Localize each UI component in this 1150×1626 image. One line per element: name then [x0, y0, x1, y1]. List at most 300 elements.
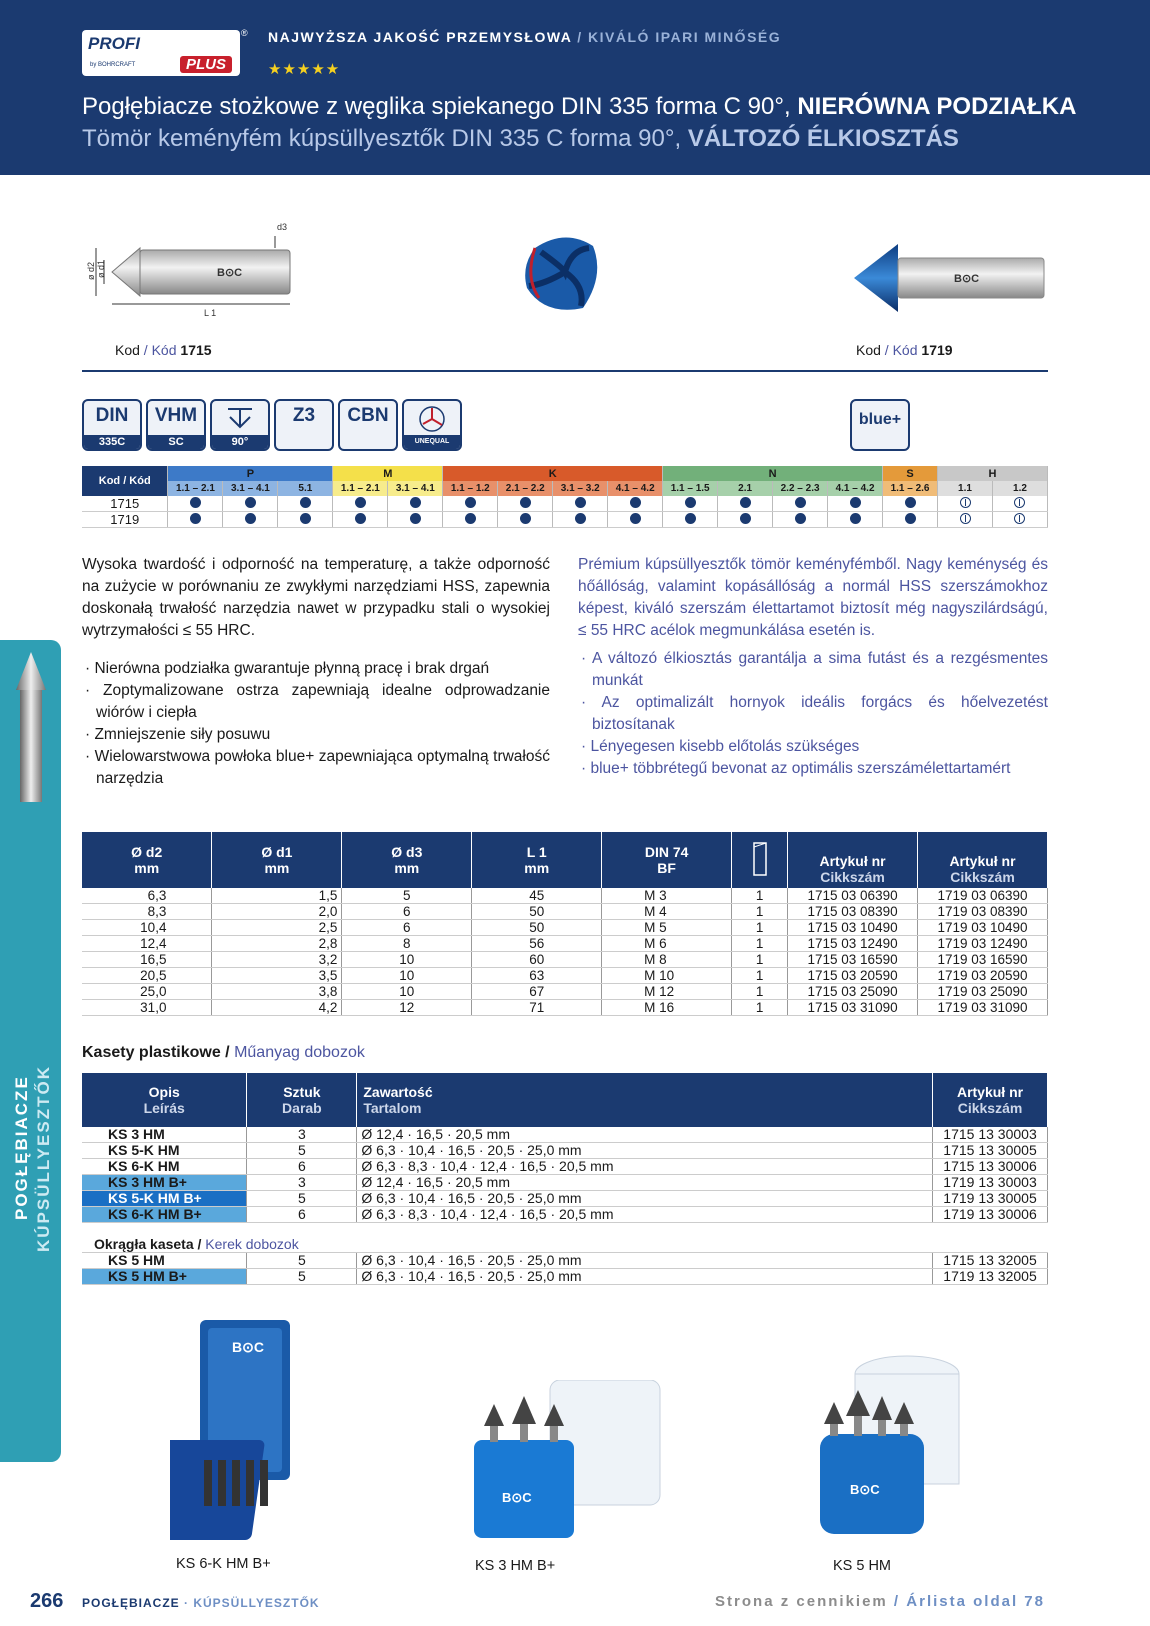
col-l1	[472, 832, 602, 888]
suitable-dot	[630, 513, 641, 524]
suitable-dot	[850, 497, 861, 508]
tagline-hu: KIVÁLÓ IPARI MINŐSÉG	[588, 29, 782, 45]
tagline-sep: /	[571, 29, 589, 45]
suitable-dot	[465, 513, 476, 524]
list-cell: KS 3 HM	[82, 1127, 247, 1143]
group-s: S	[883, 466, 938, 481]
bullet-pl: · Zoptymalizowane ostrza zapewniają idealne odprowadzanie wiórów i ciepła	[85, 682, 550, 721]
col-sztuk-b: Darab	[282, 1100, 322, 1116]
conditional-icon	[1014, 513, 1025, 524]
table-cell: 1715 03 10490	[788, 920, 918, 936]
group-p: P	[168, 466, 333, 481]
col-din74-b: BF	[657, 860, 676, 876]
badge-blue-top: blue+	[858, 411, 902, 428]
suitable-dot	[850, 513, 861, 524]
table-cell: 71	[472, 1000, 602, 1016]
col-l1-a: L 1	[526, 844, 547, 860]
col-artykul-a: Artykuł nr	[956, 1084, 1024, 1100]
table-cell: 1	[732, 920, 788, 936]
sub-h1: 1.1	[938, 481, 993, 496]
col-l1-b: mm	[524, 860, 550, 876]
table-cell: 1719 03 08390	[918, 904, 1048, 920]
table-cell: 1	[732, 1000, 788, 1016]
table-cell: 1	[732, 936, 788, 952]
col-opis-b: Leírás	[143, 1100, 185, 1116]
col-artykul-b: Cikkszám	[957, 1100, 1023, 1116]
col-art1719-a: Artykuł nr	[949, 852, 1016, 869]
caption-ks-5: KS 5 HM	[833, 1558, 892, 1574]
sub-k3: 3.1 – 3.2	[553, 481, 608, 496]
profi-plus-logo	[82, 30, 240, 76]
table-cell: 1	[732, 888, 788, 904]
table-cell: 10,4	[82, 920, 212, 936]
tagline	[268, 29, 781, 45]
table-cell: 8,3	[82, 904, 212, 920]
suitable-dot	[190, 497, 201, 508]
table-cell: 1715 03 25090	[788, 984, 918, 1000]
title-pl-bold: NIERÓWNA PODZIAŁKA	[797, 93, 1077, 120]
table-cell: 50	[472, 904, 602, 920]
suitable-dot	[685, 497, 696, 508]
list-cell: Ø 12,4 · 16,5 · 20,5 mm	[357, 1175, 933, 1191]
sub-m1: 1.1 – 2.1	[333, 481, 388, 496]
dim-d1: ø d1	[96, 259, 106, 278]
description-pl	[82, 554, 550, 790]
suitable-dot	[795, 513, 806, 524]
table-cell: 8	[342, 936, 472, 952]
sub-k2: 2.1 – 2.2	[498, 481, 553, 496]
col-sztuk-a: Sztuk	[283, 1084, 321, 1100]
suitable-dot	[465, 497, 476, 508]
intro-pl: Wysoka twardość i odporność na temperaturę, a także odporność na zużycie w porównaniu ze zwykłymi narzędziami HSS, zapewnia doskonałą trwałość narzędzia nawet w przypadku stali o wysokiej wytrzymałości ≤ 55 HRC.	[82, 556, 550, 639]
suitable-dot	[410, 497, 421, 508]
list-item	[82, 1191, 1048, 1207]
suitable-dot	[190, 513, 201, 524]
round-title-hu: Kerek dobozok	[205, 1236, 299, 1252]
col-d3-a: Ø d3	[391, 844, 423, 860]
table-cell: 2,5	[212, 920, 342, 936]
table-cell: 67	[472, 984, 602, 1000]
bullet-pl: · Nierówna podziałka gwarantuje płynną pracę i brak drgań	[85, 660, 490, 677]
list-cell: KS 5-K HM B+	[82, 1191, 247, 1207]
countersink-angle-icon	[224, 405, 256, 431]
dim-d2: ø d2	[86, 261, 96, 280]
table-cell: 12	[342, 1000, 472, 1016]
badge-din	[82, 399, 142, 451]
table-cell: 3,5	[212, 968, 342, 984]
table-cell: 25,0	[82, 984, 212, 1000]
sub-s1: 1.1 – 2.6	[883, 481, 938, 496]
col-zawartosc-a: Zawartość	[363, 1084, 433, 1100]
tool-dimension-drawing	[82, 222, 312, 322]
list-item	[82, 1143, 1048, 1159]
table-row	[82, 952, 1048, 968]
blue-tool-brand: B⊙C	[954, 273, 980, 285]
table-cell: 1715 03 12490	[788, 936, 918, 952]
table-row	[82, 904, 1048, 920]
list-cell: Ø 6,3 · 8,3 · 10,4 · 12,4 · 16,5 · 20,5 mm	[357, 1207, 933, 1223]
table-cell: 1715 03 08390	[788, 904, 918, 920]
side-label-pl: POGŁĘBIACZE	[12, 1075, 31, 1220]
list-item	[82, 1159, 1048, 1175]
table-row	[82, 936, 1048, 952]
list-cell: Ø 6,3 · 10,4 · 16,5 · 20,5 · 25,0 mm	[357, 1191, 933, 1207]
badge-cbn	[338, 399, 398, 451]
col-art1715-a: Artykuł nr	[819, 852, 886, 869]
title-pl	[82, 93, 1076, 121]
badge-blue-plus	[850, 399, 910, 451]
material-table	[82, 466, 1048, 528]
page-number: 266	[30, 1590, 64, 1612]
col-d3-b: mm	[394, 860, 420, 876]
list-cell: 1715 13 30003	[933, 1127, 1048, 1143]
footer-section	[82, 1596, 320, 1610]
registered-icon: ®	[241, 28, 248, 38]
list-cell: Ø 12,4 · 16,5 · 20,5 mm	[357, 1127, 933, 1143]
sub-n3: 2.2 – 2.3	[773, 481, 828, 496]
col-art1715	[788, 832, 918, 888]
title-hu	[82, 125, 959, 153]
suitable-dot	[410, 513, 421, 524]
group-k: K	[443, 466, 663, 481]
material-row-code: 1715	[82, 496, 168, 512]
sub-p2: 3.1 – 4.1	[223, 481, 278, 496]
ks-3-case-image	[470, 1380, 670, 1550]
suitable-dot	[795, 497, 806, 508]
list-cell: 6	[247, 1159, 357, 1175]
description-hu	[578, 554, 1048, 780]
badge-unequal	[402, 399, 462, 451]
badge-din-bot: 335C	[84, 435, 140, 449]
badge-angle	[210, 399, 270, 451]
list-cell: 1715 13 32005	[933, 1253, 1048, 1269]
code-value: 1719	[921, 342, 953, 358]
suitable-dot	[300, 497, 311, 508]
table-cell: 1	[732, 904, 788, 920]
material-row-code: 1719	[82, 512, 168, 528]
col-artykul	[933, 1073, 1048, 1127]
table-cell: 1715 03 06390	[788, 888, 918, 904]
round-title-sep: /	[193, 1236, 206, 1252]
tool-blue-image	[850, 238, 1048, 318]
suitable-dot	[740, 513, 751, 524]
badge-din-top: DIN	[95, 405, 129, 426]
code-sep: /	[880, 342, 893, 358]
suitable-dot	[905, 497, 916, 508]
code-value: 1715	[180, 342, 212, 358]
suitable-dot	[300, 513, 311, 524]
bullet-pl: · Zmniejszenie siły posuwu	[85, 726, 271, 743]
cases-title-pl: Kasety plastikowe	[82, 1044, 221, 1061]
col-art1715-b: Cikkszám	[820, 868, 885, 885]
list-cell: 5	[247, 1253, 357, 1269]
group-m: M	[333, 466, 443, 481]
table-cell: 1715 03 31090	[788, 1000, 918, 1016]
footer-ref-pl: Strona z cennikiem	[715, 1593, 888, 1610]
cases-title	[82, 1044, 365, 1062]
table-cell: 1719 03 20590	[918, 968, 1048, 984]
badge-cbn-top: CBN	[347, 405, 389, 426]
col-pack	[732, 832, 788, 888]
table-row	[82, 984, 1048, 1000]
table-cell: 5	[342, 888, 472, 904]
table-cell: 2,0	[212, 904, 342, 920]
case-brand: B⊙C	[502, 1490, 532, 1505]
table-row	[82, 888, 1048, 904]
suitable-dot	[575, 513, 586, 524]
badge-angle-bot: 90°	[212, 435, 268, 449]
col-d3	[342, 832, 472, 888]
col-zawartosc	[357, 1073, 933, 1127]
table-cell: 12,4	[82, 936, 212, 952]
footer-ref-hu: Árlista oldal 78	[906, 1593, 1045, 1610]
footer-ref-sep: /	[887, 1593, 907, 1610]
unequal-pitch-icon	[418, 405, 446, 433]
suitable-dot	[355, 497, 366, 508]
list-cell: KS 5 HM B+	[82, 1269, 247, 1285]
suitable-dot	[520, 497, 531, 508]
col-d2-a: Ø d2	[131, 844, 163, 860]
table-cell: M 16	[602, 1000, 732, 1016]
list-item	[82, 1127, 1048, 1143]
table-cell: 56	[472, 936, 602, 952]
rating-stars: ★★★★★	[268, 61, 341, 78]
table-cell: M 4	[602, 904, 732, 920]
table-cell: 1715 03 16590	[788, 952, 918, 968]
col-din74-a: DIN 74	[644, 844, 689, 860]
ks-5-round-case-image	[812, 1350, 962, 1550]
code-label-pl: Kod	[856, 342, 881, 358]
ks-6k-case-image	[170, 1320, 310, 1550]
logo-by: by BOHRCRAFT	[90, 62, 136, 68]
table-cell: 1	[732, 952, 788, 968]
table-cell: 50	[472, 920, 602, 936]
code-label-1719	[856, 342, 953, 358]
badge-z3-top: Z3	[292, 405, 316, 426]
table-cell: 10	[342, 968, 472, 984]
table-row	[82, 968, 1048, 984]
table-cell: 1715 03 20590	[788, 968, 918, 984]
table-cell: M 3	[602, 888, 732, 904]
badge-vhm-top: VHM	[154, 405, 198, 426]
list-item	[82, 1207, 1048, 1223]
table-cell: 1719 03 10490	[918, 920, 1048, 936]
badge-vhm	[146, 399, 206, 451]
list-cell: 1715 13 30006	[933, 1159, 1048, 1175]
sub-n4: 4.1 – 4.2	[828, 481, 883, 496]
product-table	[82, 832, 1048, 1016]
conditional-icon	[960, 497, 971, 508]
col-d1	[212, 832, 342, 888]
dim-d3: d3	[277, 222, 288, 232]
suitable-dot	[685, 513, 696, 524]
sub-n2: 2.1	[718, 481, 773, 496]
list-cell: 5	[247, 1143, 357, 1159]
badge-unequal-bot: UNEQUAL	[404, 435, 460, 449]
table-cell: M 10	[602, 968, 732, 984]
table-cell: M 12	[602, 984, 732, 1000]
case-brand: B⊙C	[850, 1482, 880, 1497]
list-item	[82, 1253, 1048, 1269]
list-cell: 1719 13 30003	[933, 1175, 1048, 1191]
code-sep: /	[139, 342, 152, 358]
table-cell: 3,8	[212, 984, 342, 1000]
table-cell: M 6	[602, 936, 732, 952]
conditional-icon	[960, 513, 971, 524]
list-cell: 1719 13 32005	[933, 1269, 1048, 1285]
material-code-header: Kod / Kód	[82, 466, 168, 496]
table-cell: 6	[342, 904, 472, 920]
list-cell: KS 6-K HM B+	[82, 1207, 247, 1223]
divider	[82, 370, 1048, 372]
list-cell: KS 5 HM	[82, 1253, 247, 1269]
list-cell: Ø 6,3 · 10,4 · 16,5 · 20,5 · 25,0 mm	[357, 1143, 933, 1159]
package-icon	[751, 839, 769, 879]
sub-h2: 1.2	[992, 481, 1047, 496]
sub-k1: 1.1 – 1.2	[443, 481, 498, 496]
table-row	[82, 920, 1048, 936]
logo-profi: PROFI	[88, 34, 140, 53]
cases-title-sep: /	[220, 1044, 235, 1061]
col-art1719-b: Cikkszám	[950, 868, 1015, 885]
code-label-1715	[115, 342, 212, 358]
sub-n1: 1.1 – 1.5	[663, 481, 718, 496]
drawing-brand: B⊙C	[217, 267, 243, 279]
col-d1-a: Ø d1	[261, 844, 293, 860]
table-cell: 6,3	[82, 888, 212, 904]
list-item	[82, 1175, 1048, 1191]
caption-ks-3: KS 3 HM B+	[475, 1558, 556, 1574]
sub-k4: 4.1 – 4.2	[608, 481, 663, 496]
table-cell: 63	[472, 968, 602, 984]
title-hu-bold: VÁLTOZÓ ÉLKIOSZTÁS	[687, 125, 959, 152]
side-label-hu: KÚPSÜLLYESZTŐK	[34, 1064, 53, 1252]
bullet-hu: · Az optimalizált hornyok ideális forgács és hőelvezetést biztosítanak	[581, 694, 1048, 733]
suitable-dot	[245, 497, 256, 508]
table-cell: 6	[342, 920, 472, 936]
footer-sec-hu: KÚPSÜLLYESZTŐK	[193, 1596, 320, 1610]
bullet-hu: · blue+ többrétegű bevonat az optimális szerszámélettartamért	[581, 760, 1011, 777]
list-cell: KS 5-K HM	[82, 1143, 247, 1159]
table-cell: 4,2	[212, 1000, 342, 1016]
list-cell: KS 3 HM B+	[82, 1175, 247, 1191]
table-row	[82, 1000, 1048, 1016]
suitable-dot	[575, 497, 586, 508]
table-cell: 2,8	[212, 936, 342, 952]
list-cell: 3	[247, 1127, 357, 1143]
badge-z3	[274, 399, 334, 451]
table-cell: 16,5	[82, 952, 212, 968]
table-cell: 60	[472, 952, 602, 968]
table-cell: 1,5	[212, 888, 342, 904]
list-cell: Ø 6,3 · 8,3 · 10,4 · 12,4 · 16,5 · 20,5 mm	[357, 1159, 933, 1175]
code-label-hu: Kód	[151, 342, 177, 358]
table-cell: 1	[732, 984, 788, 1000]
suitable-dot	[355, 513, 366, 524]
material-row-1715	[82, 496, 1048, 512]
cases-title-hu: Műanyag dobozok	[234, 1044, 365, 1061]
footer-sec-sep: ·	[179, 1596, 194, 1610]
sub-p1: 1.1 – 2.1	[168, 481, 223, 496]
countersink-side-image	[12, 650, 50, 805]
bullet-pl: · Wielowarstwowa powłoka blue+ zapewniająca optymalną trwałość narzędzia	[85, 748, 550, 787]
tagline-pl: NAJWYŻSZA JAKOŚĆ PRZEMYSŁOWA	[268, 29, 572, 45]
col-d2	[82, 832, 212, 888]
list-cell: 5	[247, 1191, 357, 1207]
list-cell: 1719 13 30006	[933, 1207, 1048, 1223]
list-cell: 1715 13 30005	[933, 1143, 1048, 1159]
list-cell: 6	[247, 1207, 357, 1223]
code-label-pl: Kod	[115, 342, 140, 358]
code-label-hu: Kód	[892, 342, 918, 358]
group-h: H	[938, 466, 1048, 481]
table-cell: 1719 03 25090	[918, 984, 1048, 1000]
list-cell: 1719 13 30005	[933, 1191, 1048, 1207]
table-cell: 1719 03 12490	[918, 936, 1048, 952]
table-cell: 10	[342, 984, 472, 1000]
table-cell: 1719 03 06390	[918, 888, 1048, 904]
table-cell: 20,5	[82, 968, 212, 984]
col-zawartosc-b: Tartalom	[363, 1100, 422, 1116]
list-cell: 5	[247, 1269, 357, 1285]
round-cases-title	[82, 1223, 1048, 1253]
suitable-dot	[630, 497, 641, 508]
list-cell: Ø 6,3 · 10,4 · 16,5 · 20,5 · 25,0 mm	[357, 1269, 933, 1285]
table-cell: 10	[342, 952, 472, 968]
intro-hu: Prémium kúpsüllyesztők tömör keményfémből. Nagy keménység és hőállóság, valamint kopásállóság a normál HSS szerszámokhoz képest, kiváló szerszám élettartamot biztosít még nagyszilárdságú, ≤ 55 HRC acélok megmunkálása esetén is.	[578, 556, 1048, 639]
cases-table	[82, 1073, 1048, 1285]
list-cell: KS 6-K HM	[82, 1159, 247, 1175]
col-sztuk	[247, 1073, 357, 1127]
list-cell: Ø 6,3 · 10,4 · 16,5 · 20,5 · 25,0 mm	[357, 1253, 933, 1269]
group-n: N	[663, 466, 883, 481]
col-d1-b: mm	[264, 860, 290, 876]
suitable-dot	[740, 497, 751, 508]
dim-l1: L 1	[204, 308, 217, 318]
sub-m2: 3.1 – 4.1	[388, 481, 443, 496]
table-cell: 1719 03 31090	[918, 1000, 1048, 1016]
list-cell: 3	[247, 1175, 357, 1191]
table-cell: 31,0	[82, 1000, 212, 1016]
table-cell: 1719 03 16590	[918, 952, 1048, 968]
badge-vhm-bot: SC	[148, 435, 204, 449]
suitable-dot	[905, 513, 916, 524]
table-cell: M 5	[602, 920, 732, 936]
footer-sec-pl: POGŁĘBIACZE	[82, 1596, 180, 1610]
list-item	[82, 1269, 1048, 1285]
conditional-icon	[1014, 497, 1025, 508]
sub-p3: 5.1	[278, 481, 333, 496]
material-row-1719	[82, 512, 1048, 528]
col-d2-b: mm	[134, 860, 160, 876]
bullet-hu: · A változó élkiosztás garantálja a sima futást és a rezgésmentes munkát	[581, 650, 1048, 689]
col-opis-a: Opis	[148, 1084, 180, 1100]
title-hu-text: Tömör keményfém kúpsüllyesztők DIN 335 C forma 90°,	[82, 125, 688, 152]
col-din74	[602, 832, 732, 888]
table-cell: M 8	[602, 952, 732, 968]
table-cell: 3,2	[212, 952, 342, 968]
bullet-hu: · Lényegesen kisebb előtolás szükséges	[581, 738, 860, 755]
tool-end-view-image	[515, 228, 615, 318]
round-title-pl: Okrągła kaseta	[94, 1236, 194, 1252]
table-cell: 45	[472, 888, 602, 904]
footer-price-ref	[715, 1593, 1045, 1610]
col-art1719	[918, 832, 1048, 888]
table-cell: 1	[732, 968, 788, 984]
logo-plus: PLUS	[180, 56, 232, 73]
col-opis	[82, 1073, 247, 1127]
title-pl-text: Pogłębiacze stożkowe z węglika spiekanego DIN 335 forma C 90°,	[82, 93, 798, 120]
